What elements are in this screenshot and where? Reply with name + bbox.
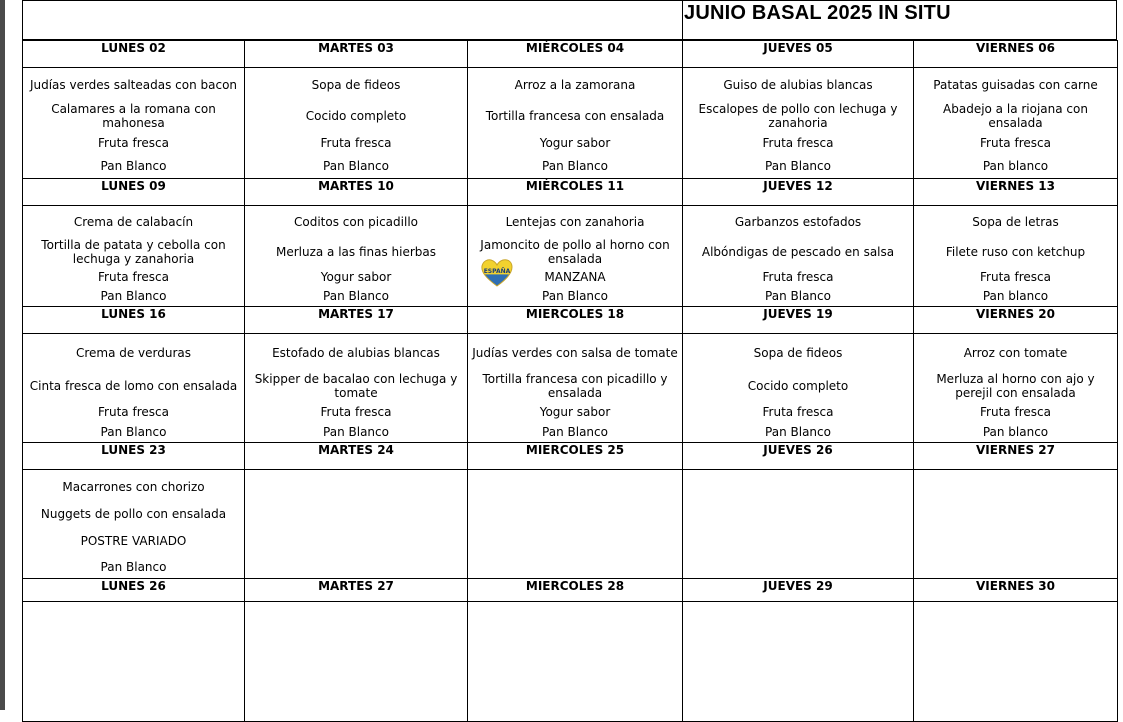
meal-cell [23, 470, 245, 579]
meal-bread: Pan Blanco [100, 289, 167, 303]
meal-cell-empty [245, 602, 468, 722]
sticker-label: ESPAÑA [483, 268, 511, 275]
meal-dessert: Fruta fresca [762, 270, 834, 284]
day-header: MIERCOLES 25 [468, 443, 683, 470]
meal-cell-empty [23, 602, 245, 722]
day-header: JUEVES 05 [683, 41, 914, 68]
meal-cell [468, 68, 683, 179]
meal-cell [245, 334, 468, 443]
meal-cell-empty [683, 470, 914, 579]
meal-first-course: Macarrones con chorizo [62, 480, 205, 494]
meal-first-course: Arroz con tomate [963, 346, 1068, 360]
week-4-days-row [23, 443, 1118, 470]
meal-dessert: Fruta fresca [320, 405, 392, 419]
meal-first-course: Guiso de alubias blancas [723, 78, 873, 92]
title-right-border [1116, 1, 1117, 40]
meal-second-course: Abadejo a la riojana con ensalada [943, 102, 1088, 130]
meal-bread: Pan Blanco [100, 159, 167, 173]
week-2-days-row [23, 179, 1118, 206]
week-2-meals-row [23, 206, 1118, 307]
meal-first-course: Coditos con picadillo [293, 215, 418, 229]
menu-sheet [22, 0, 1117, 710]
day-header: MARTES 03 [245, 41, 468, 68]
meal-cell-empty [914, 602, 1118, 722]
day-header: JUEVES 26 [683, 443, 914, 470]
week-5-meals-row [23, 602, 1118, 722]
meal-dessert: Fruta fresca [980, 405, 1051, 419]
meal-dessert: Yogur sabor [539, 136, 611, 150]
day-header: JUEVES 19 [683, 307, 914, 334]
meal-bread: Pan blanco [982, 289, 1049, 303]
day-header: LUNES 02 [23, 41, 245, 68]
meal-bread: Pan Blanco [542, 159, 608, 173]
week-5-days-row [23, 579, 1118, 602]
meal-second-course: Merluza al horno con ajo y perejil con ensalada [936, 372, 1095, 400]
meal-bread: Pan Blanco [323, 425, 389, 439]
meal-second-course: Cocido completo [305, 109, 407, 123]
meal-dessert: Fruta fresca [320, 136, 392, 150]
meal-dessert: Fruta fresca [980, 270, 1051, 284]
meal-bread: Pan Blanco [765, 425, 831, 439]
meal-bread: Pan Blanco [542, 289, 608, 303]
week-1-days-row [23, 41, 1118, 68]
day-header: LUNES 26 [23, 579, 245, 602]
meal-dessert: Fruta fresca [980, 136, 1051, 150]
meal-second-course: Tortilla francesa con picadillo y ensalada [482, 372, 668, 400]
day-header: MARTES 24 [245, 443, 468, 470]
page-title: JUNIO BASAL 2025 IN SITU [684, 2, 951, 24]
meal-second-course: Cinta fresca de lomo con ensalada [29, 379, 238, 393]
meal-second-course: Merluza a las finas hierbas [275, 245, 437, 259]
day-header: JUEVES 12 [683, 179, 914, 206]
meal-bread: Pan blanco [982, 425, 1049, 439]
meal-second-course: Calamares a la romana con mahonesa [51, 102, 216, 130]
week-3-days-row [23, 307, 1118, 334]
meal-bread: Pan Blanco [542, 425, 608, 439]
meal-bread: Pan Blanco [100, 560, 167, 574]
meal-bread: Pan blanco [982, 159, 1049, 173]
meal-cell-empty [468, 470, 683, 579]
menu-table [22, 40, 1118, 722]
day-header: MARTES 17 [245, 307, 468, 334]
day-header: VIERNES 13 [914, 179, 1118, 206]
meal-second-course: Tortilla de patata y cebolla con lechuga y zanahoria [41, 238, 226, 266]
day-header: LUNES 16 [23, 307, 245, 334]
meal-first-course: Arroz a la zamorana [514, 78, 636, 92]
meal-cell [23, 206, 245, 307]
meal-second-course: Jamoncito de pollo al horno con ensalada [480, 238, 670, 266]
meal-dessert: Fruta fresca [762, 136, 834, 150]
meal-cell [468, 206, 683, 307]
meal-second-course: Nuggets de pollo con ensalada [40, 507, 227, 521]
meal-second-course: Escalopes de pollo con lechuga y zanahoria [698, 102, 898, 130]
meal-cell [914, 206, 1118, 307]
meal-dessert: MANZANA [544, 270, 606, 284]
day-header: MIERCOLES 28 [468, 579, 683, 602]
meal-first-course: Judías verdes salteadas con bacon [29, 78, 238, 92]
day-header: VIERNES 27 [914, 443, 1118, 470]
meal-first-course: Garbanzos estofados [734, 215, 862, 229]
meal-first-course: Sopa de fideos [311, 78, 401, 92]
day-header: MIÉRCOLES 04 [468, 41, 683, 68]
meal-first-course: Crema de verduras [75, 346, 192, 360]
meal-cell [914, 68, 1118, 179]
meal-second-course: Skipper de bacalao con lechuga y tomate [254, 372, 458, 400]
week-3-meals-row [23, 334, 1118, 443]
day-header: VIERNES 30 [914, 579, 1118, 602]
meal-dessert: Fruta fresca [98, 405, 169, 419]
heart-sticker-icon [480, 258, 514, 288]
meal-cell [23, 334, 245, 443]
day-header: MIERCOLES 18 [468, 307, 683, 334]
meal-dessert: Fruta fresca [98, 270, 169, 284]
viewer-left-edge [0, 0, 5, 710]
day-header: VIERNES 06 [914, 41, 1118, 68]
meal-second-course: Albóndigas de pescado en salsa [701, 245, 895, 259]
meal-cell-empty [683, 602, 914, 722]
day-header: JUEVES 29 [683, 579, 914, 602]
meal-first-course: Sopa de letras [972, 215, 1059, 229]
meal-cell [914, 334, 1118, 443]
meal-cell [683, 68, 914, 179]
meal-first-course: Sopa de fideos [753, 346, 843, 360]
week-4-meals-row [23, 470, 1118, 579]
day-header: LUNES 23 [23, 443, 245, 470]
meal-bread: Pan Blanco [765, 159, 831, 173]
day-header: LUNES 09 [23, 179, 245, 206]
meal-dessert: Yogur sabor [539, 405, 611, 419]
day-header: VIERNES 20 [914, 307, 1118, 334]
meal-dessert: Fruta fresca [98, 136, 169, 150]
meal-first-course: Judías verdes con salsa de tomate [472, 346, 678, 360]
meal-cell [683, 206, 914, 307]
meal-first-course: Patatas guisadas con carne [933, 78, 1098, 92]
meal-cell [245, 206, 468, 307]
title-row [22, 0, 1117, 40]
meal-second-course: Cocido completo [747, 379, 849, 393]
meal-second-course: Tortilla francesa con ensalada [485, 109, 665, 123]
meal-first-course: Lentejas con zanahoria [505, 215, 645, 229]
meal-cell [23, 68, 245, 179]
meal-dessert: POSTRE VARIADO [80, 534, 187, 548]
meal-bread: Pan Blanco [323, 289, 389, 303]
title-blank-cell [22, 1, 683, 40]
meal-cell-empty [914, 470, 1118, 579]
day-header: MARTES 10 [245, 179, 468, 206]
meal-cell [683, 334, 914, 443]
meal-bread: Pan Blanco [100, 425, 167, 439]
meal-dessert: Yogur sabor [320, 270, 392, 284]
meal-cell [468, 334, 683, 443]
meal-bread: Pan Blanco [323, 159, 389, 173]
meal-first-course: Estofado de alubias blancas [272, 346, 440, 360]
day-header: MIÉRCOLES 11 [468, 179, 683, 206]
meal-dessert: Fruta fresca [762, 405, 834, 419]
day-header: MARTES 27 [245, 579, 468, 602]
meal-cell [245, 68, 468, 179]
meal-cell-empty [245, 470, 468, 579]
meal-cell-empty [468, 602, 683, 722]
week-1-meals-row [23, 68, 1118, 179]
meal-second-course: Filete ruso con ketchup [945, 245, 1086, 259]
meal-first-course: Crema de calabacín [73, 215, 194, 229]
meal-bread: Pan Blanco [765, 289, 831, 303]
